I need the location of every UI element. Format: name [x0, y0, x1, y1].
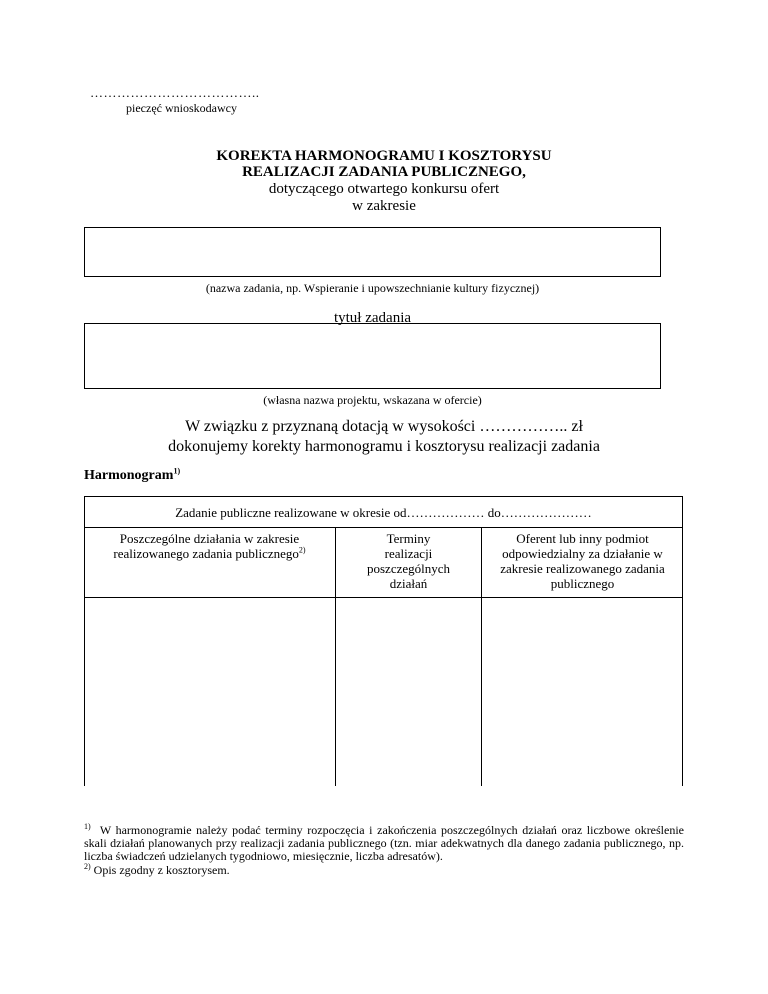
title-line-3: dotyczącego otwartego konkursu ofert — [268, 181, 500, 197]
schedule-heading-note: 1) — [173, 466, 181, 476]
schedule-table — [84, 496, 683, 786]
footnote-1-text: W harmonogramie należy podać terminy rozpoczęcia i zakończenia poszczególnych działań oraz liczbowe określenie skali działań planowanych przy realizacji zadania publicznego (tzn. miar adekwatnych dla danego zadania publicznego, np. liczba świadczeń udzielanych tygodniowo, miesięcznie, liczba adresatów). — [84, 823, 685, 863]
title-line-4: w zakresie — [352, 198, 416, 214]
title-line-1: KOREKTA HARMONOGRAMU I KOSZTORYSU — [216, 148, 552, 164]
cell-dates[interactable] — [336, 598, 481, 786]
column-header-responsible — [482, 531, 683, 591]
footnote-2-text: Opis zgodny z kosztorysem. — [93, 863, 230, 877]
column-header-activities-label: Poszczególne działania w zakresie realizowanego zadania publicznego — [113, 531, 300, 561]
statement-line-2: dokonujemy korekty harmonogramu i kosztorysu realizacji zadania — [168, 438, 600, 455]
column-header-dates — [336, 531, 481, 591]
title-line-2: REALIZACJI ZADANIA PUBLICZNEGO, — [242, 164, 526, 180]
footnote-1 — [84, 824, 684, 863]
cell-responsible[interactable] — [482, 598, 682, 786]
statement-line-1: W związku z przyznaną dotacją w wysokości …………….. zł — [185, 418, 583, 435]
column-header-responsible-label: Oferent lub inny podmiot odpowiedzialny za działanie w zakresie realizowanego zadania publicznego — [500, 531, 665, 591]
schedule-heading-text: Harmonogram — [84, 468, 174, 483]
footnote-2 — [84, 864, 684, 877]
column-header-dates-label: Terminy realizacji poszczególnych działań — [366, 531, 451, 591]
footnote-1-mark: 1) — [84, 822, 91, 831]
task-title-field[interactable] — [84, 323, 661, 389]
stamp-label: pieczęć wnioskodawcy — [126, 101, 237, 115]
column-header-activities-note: 2) — [298, 545, 306, 555]
cell-activities[interactable] — [85, 598, 335, 786]
footnote-2-mark: 2) — [84, 862, 91, 871]
schedule-period: Zadanie publiczne realizowane w okresie od……………… do………………… — [175, 505, 592, 520]
schedule-heading — [84, 468, 180, 484]
task-title-heading: tytuł zadania — [333, 310, 412, 326]
task-name-field[interactable] — [84, 227, 661, 277]
task-title-caption: (własna nazwa projektu, wskazana w ofercie) — [263, 393, 482, 407]
task-name-caption: (nazwa zadania, np. Wspieranie i upowszechnianie kultury fizycznej) — [205, 281, 540, 295]
column-header-activities — [84, 531, 335, 561]
stamp-placeholder-dots: ……………………………….. — [90, 85, 260, 100]
